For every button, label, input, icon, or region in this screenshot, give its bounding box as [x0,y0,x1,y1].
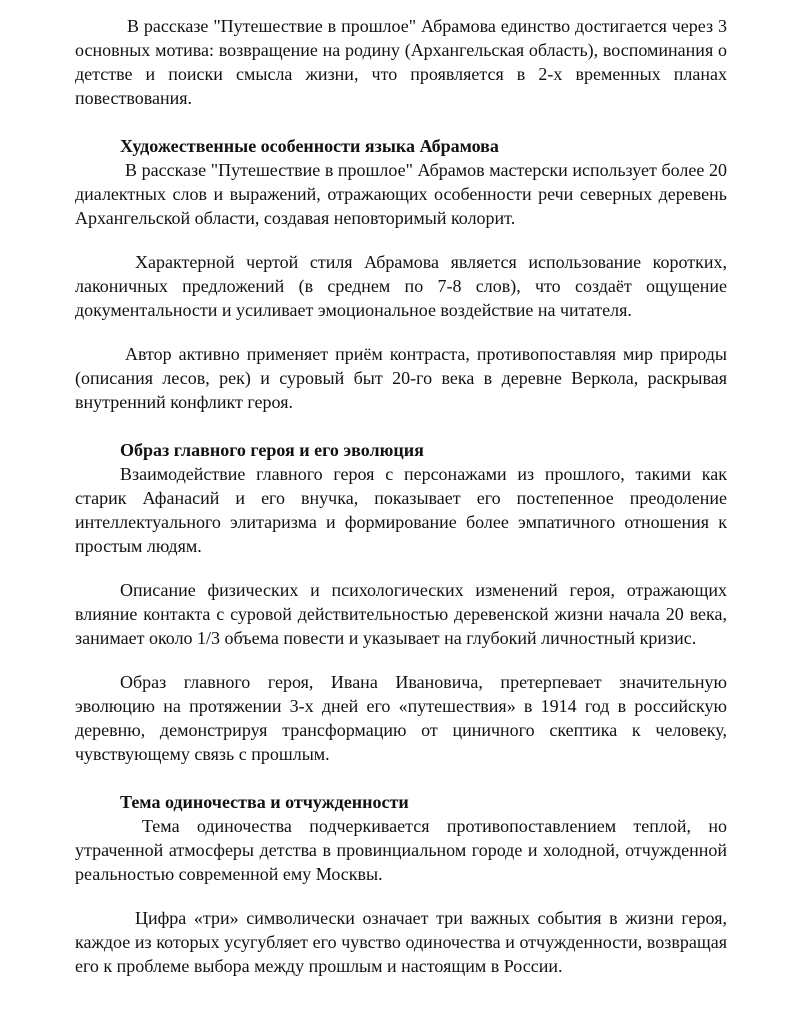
paragraph-contrast: Автор активно применяет приём контраста, противопоставляя мир природы (описания лесов, рек) и суровый быт 20-го века в деревне Веркола, раскрывая внутренний конфликт героя. [75,344,727,412]
paragraph-short-sentences: Характерной чертой стиля Абрамова является использование коротких, лаконичных предложений (в среднем по 7-8 слов), что создаёт ощущение документальности и усиливает эмоциональное воздействие на читателя. [75,252,727,320]
heading-loneliness: Тема одиночества и отчужденности [120,792,409,812]
heading-language-features: Художественные особенности языка Абрамова [120,136,499,156]
spacer [75,230,727,250]
paragraph-number-three: Цифра «три» символически означает три важных события в жизни героя, каждое из которых усугубляет его чувство одиночества и отчужденности, возвращая его к проблеме выбора между прошлым и настоящим в России. [75,908,727,976]
paragraph-unity-motifs: В рассказе "Путешествие в прошлое" Абрамова единство достигается через 3 основных мотива: возвращение на родину (Архангельская область), воспоминания о детстве и поиски смысла жизни, что проявляется в 2-х временных планах повествования. [75,16,727,108]
heading-main-hero: Образ главного героя и его эволюция [120,440,424,460]
paragraph-physical-changes: Описание физических и психологических изменений героя, отражающих влияние контакта с суровой действительностью деревенской жизни начала 20 века, занимает около 1/3 объема повести и указывает на глубокий личностный кризис. [75,580,727,648]
spacer [75,322,727,342]
spacer [75,886,727,906]
paragraph-hero-evolution: Образ главного героя, Ивана Ивановича, претерпевает значительную эволюцию на протяжении 3-х дней его «путешествия» в 1914 год в российскую деревню, демонстрируя трансформацию от циничного скептика к человеку, чувствующему связь с прошлым. [75,672,727,764]
spacer [75,558,727,578]
paragraph-loneliness-theme: Тема одиночества подчеркивается противопоставлением теплой, но утраченной атмосферы детства в провинциальном городе и холодной, отчужденной реальностью современной ему Москвы. [75,816,727,884]
spacer [75,414,727,438]
spacer [75,766,727,790]
document-page [75,14,727,978]
paragraph-interaction: Взаимодействие главного героя с персонажами из прошлого, такими как старик Афанасий и его внучка, показывает его постепенное преодоление интеллектуального элитаризма и формирование более эмпатичного отношения к простым людям. [75,464,727,556]
spacer [75,650,727,670]
paragraph-dialect-words: В рассказе "Путешествие в прошлое" Абрамов мастерски использует более 20 диалектных слов и выражений, отражающих особенности речи северных деревень Архангельской области, создавая неповторимый колорит. [75,160,727,228]
spacer [75,110,727,134]
